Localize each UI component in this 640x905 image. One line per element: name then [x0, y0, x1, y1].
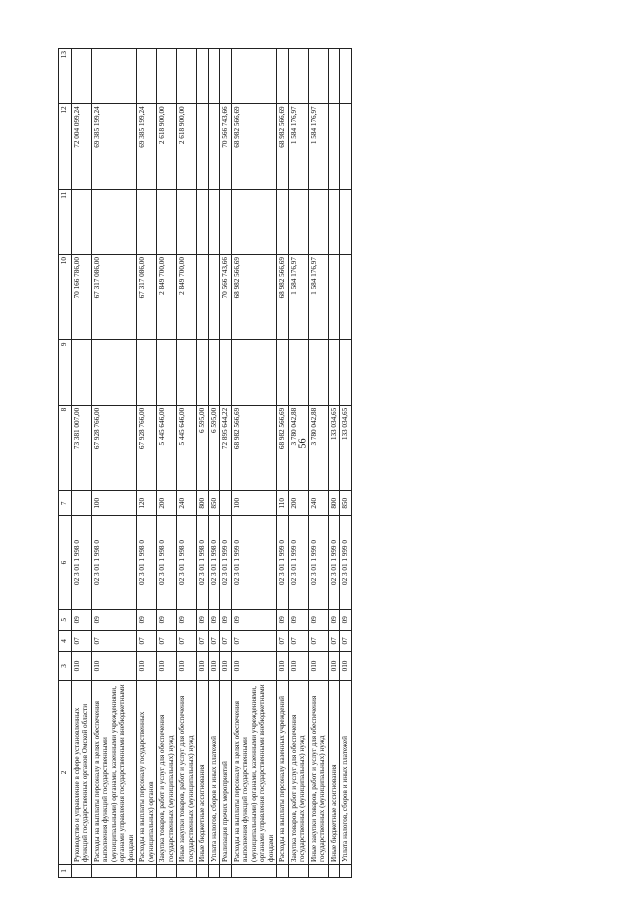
- section-cell: 07: [72, 630, 92, 651]
- col13-cell: [288, 49, 308, 104]
- row-number-cell: [177, 864, 197, 877]
- subsection-cell: 09: [208, 609, 219, 630]
- subsection-cell: 09: [220, 609, 231, 630]
- col9-cell: [288, 340, 308, 405]
- expense-type-cell: 100: [91, 491, 136, 516]
- amount-year3-cell: 68 982 566,69: [231, 104, 276, 189]
- col9-cell: [308, 340, 328, 405]
- subsection-cell: 09: [177, 609, 197, 630]
- section-cell: 07: [328, 630, 339, 651]
- amount-year1-cell: 72 895 644,22: [220, 405, 231, 490]
- row-number-cell: [231, 864, 276, 877]
- budget-table-container: [58, 48, 528, 878]
- col-header: 10: [59, 255, 72, 340]
- col9-cell: [277, 340, 288, 405]
- col13-cell: [91, 49, 136, 104]
- amount-year1-cell: 6 595,00: [208, 405, 219, 490]
- col-header: 9: [59, 340, 72, 405]
- item-name-cell: Иные бюджетные ассигнования: [197, 681, 208, 865]
- item-name-cell: Руководство и управление в сфере установленных функций государственных органов Омской области: [72, 681, 92, 865]
- item-name-cell: Закупка товаров, работ и услуг для обеспечения государственных (муниципальных) нужд: [157, 681, 177, 865]
- row-number-cell: [197, 864, 208, 877]
- table-header-row: [59, 49, 72, 878]
- col13-cell: [137, 49, 157, 104]
- admin-code-cell: 010: [91, 651, 136, 680]
- col11-cell: [197, 189, 208, 254]
- item-name-cell: Иные закупки товаров, работ и услуг для обеспечения государственных (муниципальных) нужд: [308, 681, 328, 865]
- expense-type-cell: 850: [208, 491, 219, 516]
- col13-cell: [328, 49, 339, 104]
- col11-cell: [328, 189, 339, 254]
- target-article-cell: 02 3 01 1 998 0: [91, 516, 136, 609]
- admin-code-cell: 010: [288, 651, 308, 680]
- item-name-cell: Расходы на выплаты персоналу казенных учреждений: [277, 681, 288, 865]
- col11-cell: [340, 189, 351, 254]
- section-cell: 07: [208, 630, 219, 651]
- col11-cell: [208, 189, 219, 254]
- amount-year1-cell: 133 034,65: [340, 405, 351, 490]
- amount-year3-cell: 2 618 900,00: [157, 104, 177, 189]
- amount-year1-cell: 67 928 766,00: [137, 405, 157, 490]
- amount-year3-cell: 70 566 743,66: [220, 104, 231, 189]
- item-name-cell: Расходы на выплаты персоналу в целях обеспечения выполнения функций государственными (муниципальными) органами, казенными учреждениями, органами управления государственными внебюджетными фондами: [91, 681, 136, 865]
- table-row: [340, 49, 351, 878]
- amount-year3-cell: 1 584 176,97: [288, 104, 308, 189]
- target-article-cell: 02 3 01 1 998 0: [72, 516, 92, 609]
- item-name-cell: Уплата налогов, сборов и иных платежей: [340, 681, 351, 865]
- amount-year1-cell: 67 928 766,00: [91, 405, 136, 490]
- amount-year2-cell: 70 566 743,66: [220, 255, 231, 340]
- col9-cell: [72, 340, 92, 405]
- col9-cell: [157, 340, 177, 405]
- section-cell: 07: [197, 630, 208, 651]
- admin-code-cell: 010: [277, 651, 288, 680]
- expense-type-cell: 110: [277, 491, 288, 516]
- col11-cell: [220, 189, 231, 254]
- col13-cell: [340, 49, 351, 104]
- amount-year2-cell: [328, 255, 339, 340]
- col9-cell: [328, 340, 339, 405]
- section-cell: 07: [340, 630, 351, 651]
- amount-year2-cell: 2 849 700,00: [177, 255, 197, 340]
- expense-type-cell: 850: [340, 491, 351, 516]
- amount-year3-cell: [340, 104, 351, 189]
- col13-cell: [220, 49, 231, 104]
- col13-cell: [177, 49, 197, 104]
- col11-cell: [308, 189, 328, 254]
- row-number-cell: [277, 864, 288, 877]
- col-header: 11: [59, 189, 72, 254]
- expense-type-cell: 200: [288, 491, 308, 516]
- col9-cell: [197, 340, 208, 405]
- col9-cell: [91, 340, 136, 405]
- amount-year1-cell: 68 982 566,69: [231, 405, 276, 490]
- col11-cell: [177, 189, 197, 254]
- col-header: 4: [59, 630, 72, 651]
- subsection-cell: 09: [72, 609, 92, 630]
- target-article-cell: 02 3 01 1 999 0: [340, 516, 351, 609]
- col11-cell: [91, 189, 136, 254]
- amount-year3-cell: 69 385 199,24: [91, 104, 136, 189]
- item-name-cell: Расходы на выплаты персоналу государственных (муниципальных) органов: [137, 681, 157, 865]
- col13-cell: [277, 49, 288, 104]
- page-number: 56: [297, 438, 309, 449]
- row-number-cell: [288, 864, 308, 877]
- amount-year2-cell: 67 317 086,00: [137, 255, 157, 340]
- amount-year3-cell: 68 982 566,69: [277, 104, 288, 189]
- target-article-cell: 02 3 01 1 998 0: [137, 516, 157, 609]
- section-cell: 07: [288, 630, 308, 651]
- table-row: [277, 49, 288, 878]
- col13-cell: [308, 49, 328, 104]
- amount-year1-cell: 3 780 042,88: [308, 405, 328, 490]
- col9-cell: [137, 340, 157, 405]
- expense-type-cell: 800: [197, 491, 208, 516]
- table-row: [197, 49, 208, 878]
- section-cell: 07: [220, 630, 231, 651]
- target-article-cell: 02 3 01 1 999 0: [277, 516, 288, 609]
- amount-year2-cell: [208, 255, 219, 340]
- col11-cell: [137, 189, 157, 254]
- row-number-cell: [208, 864, 219, 877]
- item-name-cell: Иные бюджетные ассигнования: [328, 681, 339, 865]
- expense-type-cell: 800: [328, 491, 339, 516]
- subsection-cell: 09: [231, 609, 276, 630]
- subsection-cell: 09: [328, 609, 339, 630]
- item-name-cell: Закупка товаров, работ и услуг для обеспечения государственных (муниципальных) нужд: [288, 681, 308, 865]
- table-row: [208, 49, 219, 878]
- col13-cell: [72, 49, 92, 104]
- section-cell: 07: [137, 630, 157, 651]
- col11-cell: [157, 189, 177, 254]
- table-row: [231, 49, 276, 878]
- subsection-cell: 09: [288, 609, 308, 630]
- admin-code-cell: 010: [157, 651, 177, 680]
- col-header: 13: [59, 49, 72, 104]
- row-number-cell: [72, 864, 92, 877]
- expense-type-cell: [72, 491, 92, 516]
- table-row: [137, 49, 157, 878]
- amount-year1-cell: 3 780 042,88: [288, 405, 308, 490]
- amount-year2-cell: [197, 255, 208, 340]
- budget-table: [58, 48, 352, 878]
- table-row: [91, 49, 136, 878]
- col9-cell: [231, 340, 276, 405]
- amount-year2-cell: 68 982 566,69: [231, 255, 276, 340]
- col13-cell: [157, 49, 177, 104]
- amount-year1-cell: 73 381 007,00: [72, 405, 92, 490]
- expense-type-cell: 240: [308, 491, 328, 516]
- target-article-cell: 02 3 01 1 998 0: [177, 516, 197, 609]
- col-header: 2: [59, 681, 72, 865]
- subsection-cell: 09: [157, 609, 177, 630]
- subsection-cell: 09: [277, 609, 288, 630]
- amount-year3-cell: [328, 104, 339, 189]
- admin-code-cell: 010: [197, 651, 208, 680]
- target-article-cell: 02 3 01 1 999 0: [220, 516, 231, 609]
- table-body: [72, 49, 352, 878]
- amount-year3-cell: [208, 104, 219, 189]
- col-header: 12: [59, 104, 72, 189]
- admin-code-cell: 010: [137, 651, 157, 680]
- amount-year1-cell: 68 982 566,69: [277, 405, 288, 490]
- col-header: 3: [59, 651, 72, 680]
- admin-code-cell: 010: [340, 651, 351, 680]
- target-article-cell: 02 3 01 1 998 0: [197, 516, 208, 609]
- col-header: 8: [59, 405, 72, 490]
- table-row: [220, 49, 231, 878]
- section-cell: 07: [157, 630, 177, 651]
- item-name-cell: Уплата налогов, сборов и иных платежей: [208, 681, 219, 865]
- target-article-cell: 02 3 01 1 999 0: [231, 516, 276, 609]
- amount-year2-cell: 2 849 700,00: [157, 255, 177, 340]
- admin-code-cell: 010: [177, 651, 197, 680]
- subsection-cell: 09: [137, 609, 157, 630]
- table-row: [328, 49, 339, 878]
- target-article-cell: 02 3 01 1 999 0: [328, 516, 339, 609]
- col-header: 6: [59, 516, 72, 609]
- row-number-cell: [328, 864, 339, 877]
- amount-year2-cell: 68 982 566,69: [277, 255, 288, 340]
- col11-cell: [72, 189, 92, 254]
- amount-year2-cell: 67 317 086,00: [91, 255, 136, 340]
- target-article-cell: 02 3 01 1 998 0: [208, 516, 219, 609]
- item-name-cell: Иные закупки товаров, работ и услуг для обеспечения государственных (муниципальных) нужд: [177, 681, 197, 865]
- item-name-cell: Расходы на выплаты персоналу в целях обеспечения выполнения функций государственными (муниципальными) органами, казенными учреждениями, органами управления государственными внебюджетными фондами: [231, 681, 276, 865]
- admin-code-cell: 010: [308, 651, 328, 680]
- amount-year3-cell: 69 385 199,24: [137, 104, 157, 189]
- expense-type-cell: [220, 491, 231, 516]
- table-row: [157, 49, 177, 878]
- amount-year2-cell: 1 584 176,97: [308, 255, 328, 340]
- amount-year1-cell: 5 445 646,00: [177, 405, 197, 490]
- table-row: [308, 49, 328, 878]
- row-number-cell: [340, 864, 351, 877]
- target-article-cell: 02 3 01 1 999 0: [288, 516, 308, 609]
- subsection-cell: 09: [91, 609, 136, 630]
- col-header: 1: [59, 864, 72, 877]
- amount-year1-cell: 133 034,65: [328, 405, 339, 490]
- amount-year3-cell: 1 584 176,97: [308, 104, 328, 189]
- expense-type-cell: 200: [157, 491, 177, 516]
- admin-code-cell: 010: [328, 651, 339, 680]
- col9-cell: [177, 340, 197, 405]
- subsection-cell: 09: [197, 609, 208, 630]
- col11-cell: [231, 189, 276, 254]
- amount-year3-cell: 72 004 099,24: [72, 104, 92, 189]
- col11-cell: [288, 189, 308, 254]
- target-article-cell: 02 3 01 1 999 0: [308, 516, 328, 609]
- table-row: [72, 49, 92, 878]
- amount-year1-cell: 6 595,00: [197, 405, 208, 490]
- col13-cell: [197, 49, 208, 104]
- row-number-cell: [220, 864, 231, 877]
- subsection-cell: 09: [340, 609, 351, 630]
- admin-code-cell: 010: [72, 651, 92, 680]
- table-row: [177, 49, 197, 878]
- amount-year2-cell: 70 166 786,00: [72, 255, 92, 340]
- expense-type-cell: 120: [137, 491, 157, 516]
- admin-code-cell: 010: [231, 651, 276, 680]
- section-cell: 07: [231, 630, 276, 651]
- expense-type-cell: 240: [177, 491, 197, 516]
- section-cell: 07: [277, 630, 288, 651]
- col9-cell: [208, 340, 219, 405]
- col13-cell: [231, 49, 276, 104]
- col9-cell: [340, 340, 351, 405]
- row-number-cell: [137, 864, 157, 877]
- admin-code-cell: 010: [208, 651, 219, 680]
- expense-type-cell: 100: [231, 491, 276, 516]
- row-number-cell: [308, 864, 328, 877]
- subsection-cell: 09: [308, 609, 328, 630]
- amount-year3-cell: 2 618 900,00: [177, 104, 197, 189]
- col-header: 5: [59, 609, 72, 630]
- item-name-cell: Реализация прочих мероприятий: [220, 681, 231, 865]
- target-article-cell: 02 3 01 1 998 0: [157, 516, 177, 609]
- row-number-cell: [91, 864, 136, 877]
- row-number-cell: [157, 864, 177, 877]
- section-cell: 07: [177, 630, 197, 651]
- col9-cell: [220, 340, 231, 405]
- col13-cell: [208, 49, 219, 104]
- amount-year3-cell: [197, 104, 208, 189]
- col-header: 7: [59, 491, 72, 516]
- section-cell: 07: [308, 630, 328, 651]
- col11-cell: [277, 189, 288, 254]
- amount-year2-cell: 1 584 176,97: [288, 255, 308, 340]
- amount-year2-cell: [340, 255, 351, 340]
- admin-code-cell: 010: [220, 651, 231, 680]
- amount-year1-cell: 5 445 646,00: [157, 405, 177, 490]
- table-row: [288, 49, 308, 878]
- section-cell: 07: [91, 630, 136, 651]
